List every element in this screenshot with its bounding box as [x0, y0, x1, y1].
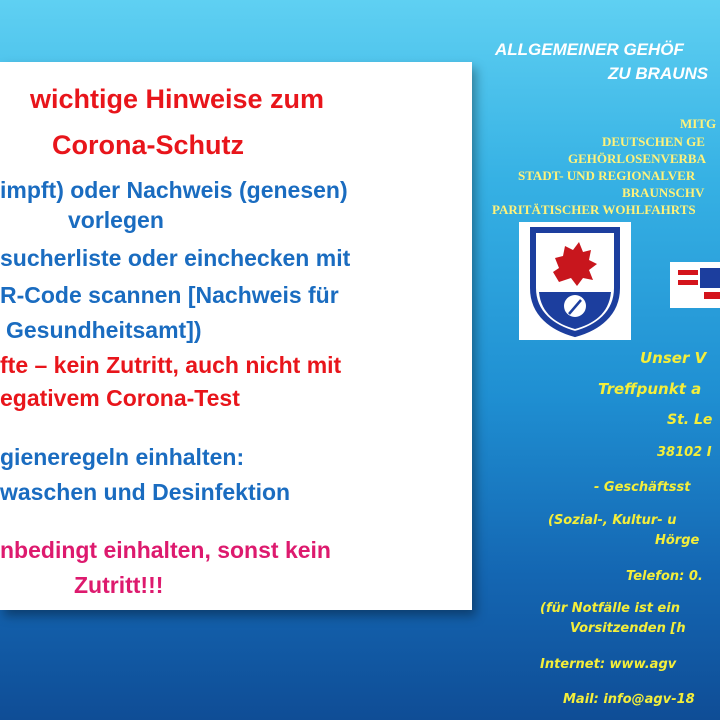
- notice-line: impft) oder Nachweis (genesen): [0, 177, 348, 203]
- info-line: St. Le: [667, 412, 713, 428]
- member-line: MITG: [680, 116, 717, 131]
- email-link[interactable]: Mail: info@agv-18: [563, 692, 695, 707]
- notice-line: sucherliste oder einchecken mit: [0, 245, 351, 271]
- notice-line: vorlegen: [68, 207, 164, 233]
- notice-line: nbedingt einhalten, sonst kein: [0, 537, 331, 563]
- notice-panel: [0, 62, 472, 610]
- notice-line: R-Code scannen [Nachweis für: [0, 282, 339, 308]
- info-line: Vorsitzenden [h: [570, 621, 686, 636]
- notice-line: waschen und Desinfektion: [0, 479, 291, 505]
- org-header-line2: ZU BRAUNS: [608, 64, 709, 83]
- notice-line: gieneregeln einhalten:: [0, 444, 245, 470]
- org-header-line1: ALLGEMEINER GEHÖF: [495, 40, 684, 59]
- member-line: DEUTSCHEN GE: [602, 134, 705, 149]
- notice-line: Zutritt!!!: [74, 572, 164, 598]
- info-line: Telefon: 0.: [626, 569, 703, 584]
- paritaetischer-logo-icon: [670, 262, 720, 308]
- notice-line: Gesundheitsamt]): [6, 317, 202, 343]
- info-line: Treffpunkt a: [598, 380, 702, 398]
- info-line: 38102 I: [657, 445, 712, 460]
- member-line: GEHÖRLOSENVERBA: [568, 151, 706, 166]
- info-line: (Sozial-, Kultur- u: [548, 513, 677, 528]
- info-line: Unser V: [640, 349, 707, 367]
- member-line: BRAUNSCHV: [622, 185, 705, 200]
- member-line: STADT- UND REGIONALVER: [518, 168, 696, 183]
- notice-line: egativem Corona-Test: [0, 385, 240, 411]
- info-line: Hörge: [655, 533, 700, 548]
- notice-line: fte – kein Zutritt, auch nicht mit: [0, 352, 342, 378]
- info-line: (für Notfälle ist ein: [540, 601, 680, 616]
- notice-title-line1: wichtige Hinweise zum: [30, 84, 325, 114]
- notice-title-line2: Corona-Schutz: [52, 130, 244, 160]
- member-line: PARITÄTISCHER WOHLFAHRTS: [492, 202, 696, 217]
- braunschweig-lion-crest-icon: [519, 222, 631, 340]
- info-line: - Geschäftsst: [594, 480, 691, 495]
- website-link[interactable]: Internet: www.agv: [540, 657, 677, 672]
